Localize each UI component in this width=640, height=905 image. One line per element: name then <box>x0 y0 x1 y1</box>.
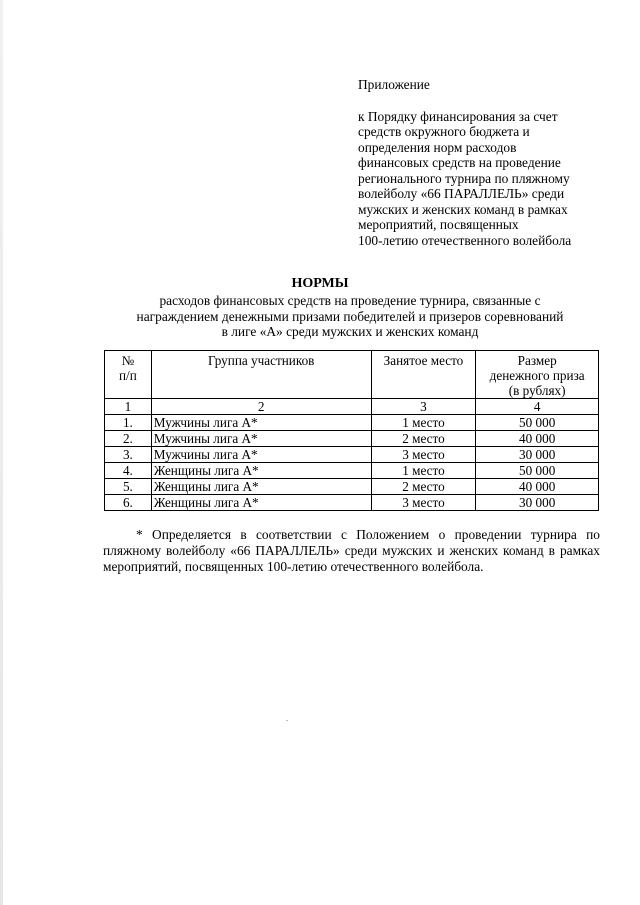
document-subtitle <box>100 293 600 340</box>
row-prize: 30 000 <box>476 495 599 511</box>
index-cell: 4 <box>476 399 599 415</box>
subtitle-line: награждением денежными призами победителей и призеров соревнований <box>136 308 564 324</box>
row-place: 2 место <box>371 479 476 495</box>
row-prize: 40 000 <box>476 479 599 495</box>
index-cell: 3 <box>371 399 476 415</box>
appendix-heading: Приложение <box>358 77 430 92</box>
index-cell: 2 <box>151 399 371 415</box>
row-group: Мужчины лига А* <box>151 431 371 447</box>
appendix-line: 100-летию отечественного волейбола <box>358 232 572 248</box>
row-prize: 50 000 <box>476 463 599 479</box>
header-place: Занятое место <box>371 351 476 399</box>
table-row <box>105 431 599 447</box>
row-number: 2. <box>105 431 152 447</box>
subtitle-line: расходов финансовых средств на проведение турнира, связанные с <box>159 293 541 308</box>
row-group: Мужчины лига А* <box>151 415 371 431</box>
appendix-line: регионального турнира по пляжному <box>358 170 570 186</box>
prize-table <box>104 350 599 511</box>
row-number: 1. <box>105 415 152 431</box>
appendix-line: финансовых средств на проведение <box>358 155 561 170</box>
appendix-line: к Порядку финансирования за счет <box>358 108 558 124</box>
appendix-line: средств окружного бюджета и <box>358 124 530 139</box>
row-prize: 30 000 <box>476 447 599 463</box>
row-number: 5. <box>105 479 152 495</box>
row-group: Женщины лига А* <box>151 495 371 511</box>
appendix-line: мужских и женских команд в рамках <box>358 201 568 217</box>
row-place: 2 место <box>371 431 476 447</box>
header-prize: Размер денежного приза (в рублях) <box>476 351 599 399</box>
row-place: 1 место <box>371 415 476 431</box>
appendix-line: мероприятий, посвященных <box>358 217 519 232</box>
row-place: 1 место <box>371 463 476 479</box>
index-cell: 1 <box>105 399 152 415</box>
table-row <box>105 463 599 479</box>
appendix-line: определения норм расходов <box>358 139 517 155</box>
row-number: 6. <box>105 495 152 511</box>
row-group: Мужчины лига А* <box>151 447 371 463</box>
scan-edge <box>0 0 3 905</box>
row-place: 3 место <box>371 495 476 511</box>
scan-speck <box>286 720 288 721</box>
row-prize: 40 000 <box>476 431 599 447</box>
appendix-line: волейболу «66 ПАРАЛЛЕЛЬ» среди <box>358 186 565 201</box>
footnote: * Определяется в соответствии с Положением о проведении турнира по пляжному волейболу «66 ПАРАЛЛЕЛЬ» среди мужских и женских команд в рамках мероприятий, посвященных 100-летию отечественного волейбола. <box>103 527 600 574</box>
row-prize: 50 000 <box>476 415 599 431</box>
document-title: НОРМЫ <box>291 276 349 291</box>
table-row <box>105 495 599 511</box>
appendix-block <box>358 77 598 248</box>
table-row <box>105 447 599 463</box>
row-group: Женщины лига А* <box>151 463 371 479</box>
row-group: Женщины лига А* <box>151 479 371 495</box>
row-number: 4. <box>105 463 152 479</box>
table-index-row <box>105 399 599 415</box>
table-header-row <box>105 351 599 399</box>
header-group: Группа участников <box>151 351 371 399</box>
table-row <box>105 479 599 495</box>
subtitle-line: в лиге «А» среди мужских и женских команд <box>221 324 479 339</box>
row-number: 3. <box>105 447 152 463</box>
table-row <box>105 415 599 431</box>
header-number: № п/п <box>105 351 152 399</box>
row-place: 3 место <box>371 447 476 463</box>
